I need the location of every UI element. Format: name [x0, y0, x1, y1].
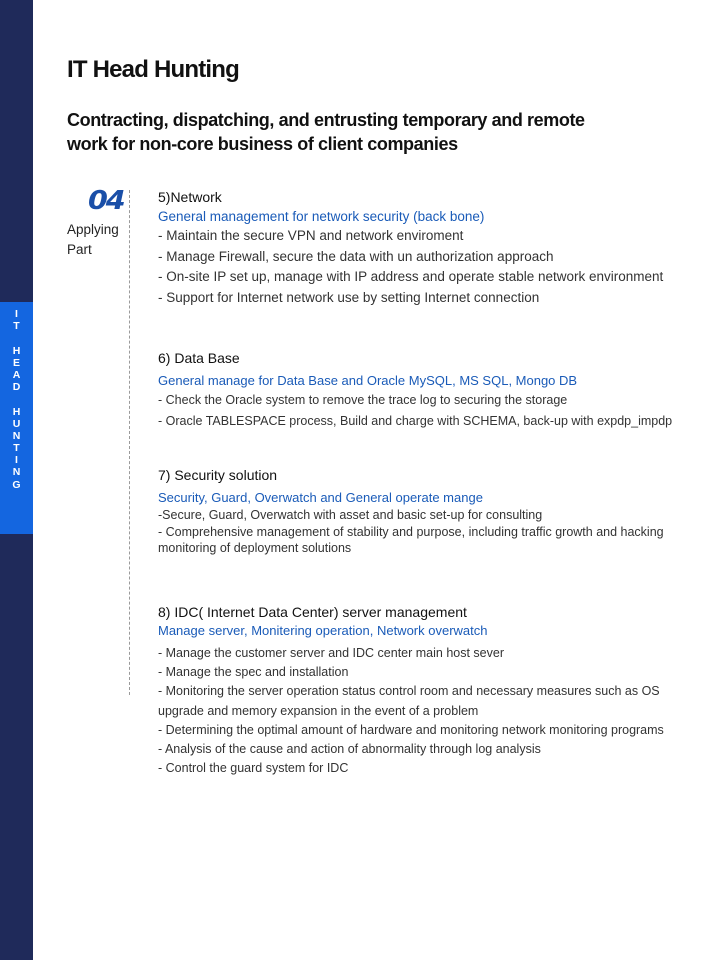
- section-label-line: Applying: [67, 222, 119, 237]
- side-tab-letter: T: [13, 442, 20, 455]
- side-tab-letter: N: [12, 466, 21, 479]
- idc-block: [158, 603, 698, 778]
- side-tab-letter: H: [12, 405, 21, 418]
- block-list: [158, 507, 698, 557]
- block-list: [158, 644, 698, 778]
- page-title: IT Head Hunting: [67, 56, 239, 83]
- block-subheading: Manage server, Monitering operation, Network overwatch: [158, 623, 488, 638]
- list-item: - Oracle TABLESPACE process, Build and charge with SCHEMA, back-up with expdp_impdp: [158, 413, 673, 428]
- network-block: [158, 188, 698, 308]
- security-block: [158, 466, 698, 557]
- block-list: [158, 391, 698, 431]
- list-item: - Manage Firewall, secure the data with un authorization approach: [158, 248, 554, 264]
- side-tab-it-head-hunting: [0, 302, 33, 534]
- side-tab-letter: [0, 332, 33, 344]
- block-heading: 6) Data Base: [158, 350, 240, 366]
- block-heading: 5)Network: [158, 189, 222, 205]
- block-subheading: Security, Guard, Overwatch and General operate mange: [158, 490, 483, 505]
- list-item: - Maintain the secure VPN and network enviroment: [158, 228, 464, 243]
- list-item: - Determining the optimal amount of hardware and monitoring network monitoring programs: [158, 722, 664, 737]
- list-item: - Monitoring the server operation status control room and necessary measures such as OS upgrade and memory expansion in the event of a problem: [158, 684, 660, 718]
- side-tab-letter: I: [15, 308, 18, 320]
- side-tab-letter: I: [15, 454, 18, 467]
- list-item: - Check the Oracle system to remove the trace log to securing the storage: [158, 393, 568, 407]
- database-block: [158, 349, 698, 431]
- side-tab-letter: E: [12, 356, 20, 369]
- side-tab-letter: H: [12, 344, 21, 357]
- block-subheading: General management for network security (back bone): [158, 209, 485, 224]
- side-tab-letter: [0, 393, 33, 405]
- block-heading: 8) IDC( Internet Data Center) server management: [158, 604, 467, 620]
- section-label-line: Part: [67, 242, 92, 257]
- list-item: - Analysis of the cause and action of abnormality through log analysis: [158, 742, 541, 757]
- block-subheading: General manage for Data Base and Oracle MySQL, MS SQL, Mongo DB: [158, 373, 578, 388]
- block-list: [158, 226, 698, 308]
- block-heading: 7) Security solution: [158, 467, 278, 483]
- list-item: -Secure, Guard, Overwatch with asset and basic set-up for consulting: [158, 508, 543, 522]
- side-tab-letter: D: [12, 381, 21, 394]
- side-tab-letter: U: [12, 417, 21, 430]
- side-tab-letter: T: [13, 320, 20, 333]
- list-item: - Control the guard system for IDC: [158, 761, 349, 776]
- page-subtitle: Contracting, dispatching, and entrusting temporary and remote work for non-core business of client companies: [67, 110, 585, 154]
- section-number: 04: [88, 186, 124, 216]
- side-tab-letter: A: [12, 368, 21, 381]
- section-label: [67, 220, 119, 260]
- list-item: - Manage the spec and installation: [158, 665, 349, 680]
- list-item: - On-site IP set up, manage with IP address and operate stable network environment: [158, 269, 664, 284]
- side-tab-letter: G: [12, 478, 21, 491]
- list-item: - Comprehensive management of stability and purpose, including traffic growth and hacking monitoring of deployment solutions: [158, 524, 664, 555]
- side-tab-letter: N: [12, 429, 21, 442]
- vertical-divider: [129, 190, 130, 695]
- list-item: - Support for Internet network use by setting Internet connection: [158, 289, 540, 305]
- list-item: - Manage the customer server and IDC center main host sever: [158, 646, 504, 660]
